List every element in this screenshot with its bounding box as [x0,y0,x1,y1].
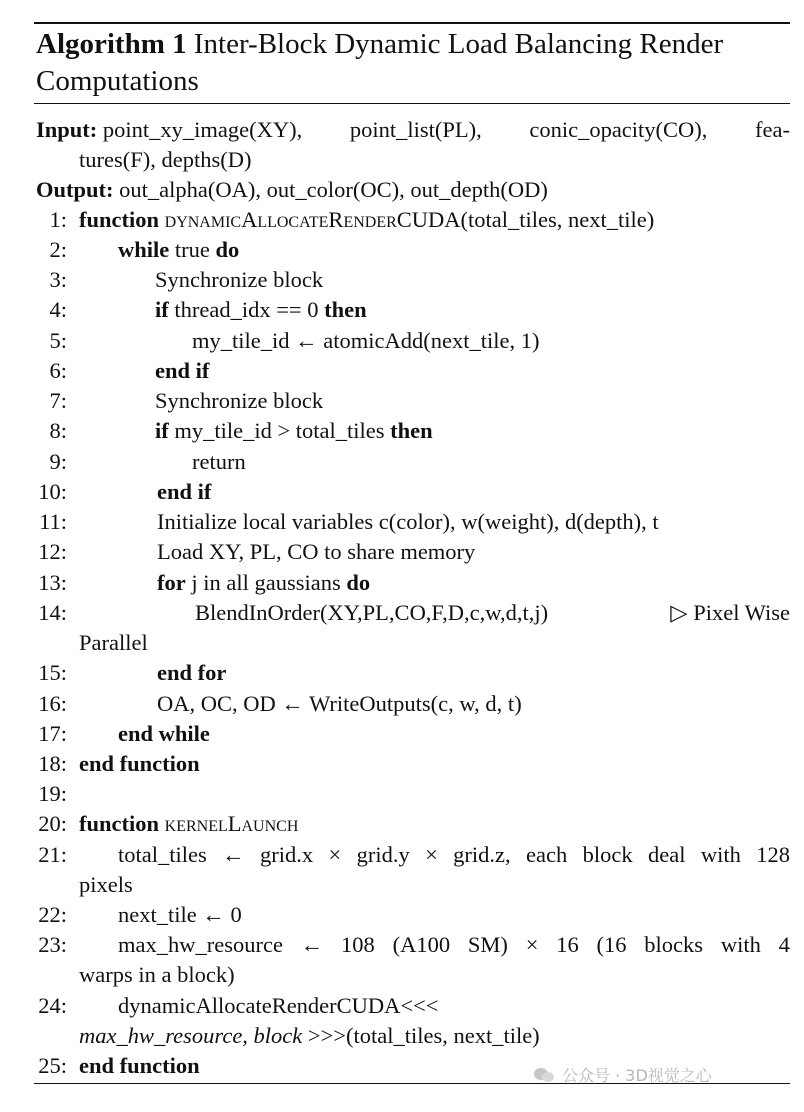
algorithm-label: Algorithm 1 [36,28,187,60]
line-number: 3: [49,267,67,292]
code-text: thread_idx == 0 [168,297,325,322]
code-line-16: OA, OC, OD ← WriteOutputs(c, w, d, t) [157,691,522,716]
procedure-name: kernelLaunch [164,811,299,836]
title-rule [34,103,790,104]
code-word: grid.z, [453,842,511,867]
code-line-25: end function [79,1053,200,1078]
line-number: 17: [38,721,67,746]
code-word: × [328,842,342,867]
line-number: 8: [49,418,67,443]
code-word: 108 [341,932,375,957]
line-number: 10: [38,479,67,504]
line-number: 18: [38,751,67,776]
code-word: × [525,932,539,957]
code-text: j in all gaussians [185,570,347,595]
watermark [534,1063,712,1086]
code-word: 128 [756,842,790,867]
code-line-10: end if [157,479,212,504]
code-line-13 [157,569,370,597]
output-keyword: Output: [36,177,114,202]
keyword: if [155,418,169,443]
code-line-6: end if [155,358,210,383]
line-number: 13: [38,570,67,595]
algorithm-title-line2: Computations [36,65,199,97]
code-word: grid.x [260,842,314,867]
code-word: (16 [596,932,627,957]
code-word: 16 [556,932,579,957]
code-word: max_hw_resource [118,932,283,957]
code-line-9: return [192,449,246,474]
code-line-14-continuation: Parallel [79,630,148,655]
input-continuation: tures(F), depths(D) [79,147,252,172]
code-word: block [582,842,633,867]
line-number: 5: [49,328,67,353]
keyword: function [79,811,160,836]
comment: ▷ Pixel Wise [670,600,790,625]
code-line-1 [79,206,654,234]
line-number: 19: [38,781,67,806]
code-line-15: end for [157,660,227,685]
code-line-2 [118,236,239,264]
code-text: true [169,237,216,262]
keyword: if [155,297,169,322]
code-line-4 [155,296,367,324]
code-word: total_tiles [118,842,207,867]
watermark-text: 公众号 · 3D视觉之心 [562,1066,712,1085]
line-number: 14: [38,600,67,625]
keyword: then [324,297,367,322]
line-number: 2: [49,237,67,262]
code-line-22: next_tile ← 0 [118,902,242,927]
line-number: 24: [38,993,67,1018]
code-line-14: BlendInOrder(XY,PL,CO,F,D,c,w,d,t,j) [195,600,549,625]
keyword: do [215,237,240,262]
code-line-23 [118,931,790,959]
procedure-args: (total_tiles, next_tile) [460,207,655,232]
line-number: 1: [49,207,67,232]
keyword: for [157,570,186,595]
code-word: 4 [778,932,790,957]
code-word: ← [222,842,245,867]
input-part: point_list(PL), [349,117,482,142]
code-line-17: end while [118,721,210,746]
code-line-24: dynamicAllocateRenderCUDA<<< [118,993,439,1018]
code-word: blocks [644,932,704,957]
output-text: out_alpha(OA), out_color(OC), out_depth(OD) [119,177,548,202]
code-word: each [526,842,568,867]
code-word: deal [647,842,686,867]
code-word: (A100 [392,932,451,957]
input-line [36,116,790,144]
code-line-11: Initialize local variables c(color), w(weight), d(depth), t [157,509,659,534]
input-part: conic_opacity(CO), [529,117,708,142]
line-number: 15: [38,660,67,685]
keyword: function [79,207,160,232]
code-word: × [425,842,438,867]
code-text: >>>(total_tiles, next_tile) [302,1023,540,1048]
code-word: grid.y [356,842,410,867]
line-number: 11: [39,509,67,534]
code-line-12: Load XY, PL, CO to share memory [157,539,476,564]
input-part: fea- [755,117,790,142]
keyword: then [390,418,433,443]
code-line-18: end function [79,751,200,776]
line-number: 22: [38,902,67,927]
code-line-20 [79,810,298,838]
code-word: SM) [467,932,508,957]
line-number: 23: [38,932,67,957]
procedure-name: dynamicAllocateRenderCUDA [164,207,461,232]
code-text: my_tile_id > total_tiles [168,418,391,443]
line-number: 20: [38,811,67,836]
algorithm-title [36,26,790,100]
code-word: ← [300,932,324,957]
code-line-3: Synchronize block [155,267,324,292]
line-number: 25: [38,1053,67,1078]
wechat-icon [534,1066,556,1084]
input-part: point_xy_image(XY), [102,117,303,142]
code-line-5: my_tile_id ← atomicAdd(next_tile, 1) [192,328,540,353]
code-line-23-continuation: warps in a block) [79,962,235,987]
keyword: while [118,237,170,262]
code-line-21-continuation: pixels [79,872,133,897]
keyword: do [346,570,371,595]
code-line-24-continuation [79,1022,540,1050]
top-rule [34,22,790,24]
code-word: with [720,932,761,957]
line-number: 21: [38,842,67,867]
code-line-21 [118,841,790,869]
math-args: max_hw_resource, block [79,1023,303,1048]
line-number: 9: [49,449,67,474]
line-number: 6: [49,358,67,383]
algorithm-title-line1: Inter-Block Dynamic Load Balancing Render [193,28,724,60]
input-keyword: Input: [36,117,98,142]
line-number: 7: [49,388,67,413]
code-line-8 [155,417,433,445]
line-number: 4: [49,297,67,322]
line-number: 16: [38,691,67,716]
code-line-7: Synchronize block [155,388,324,413]
line-number: 12: [38,539,67,564]
code-word: with [700,842,741,867]
output-line [36,176,548,204]
